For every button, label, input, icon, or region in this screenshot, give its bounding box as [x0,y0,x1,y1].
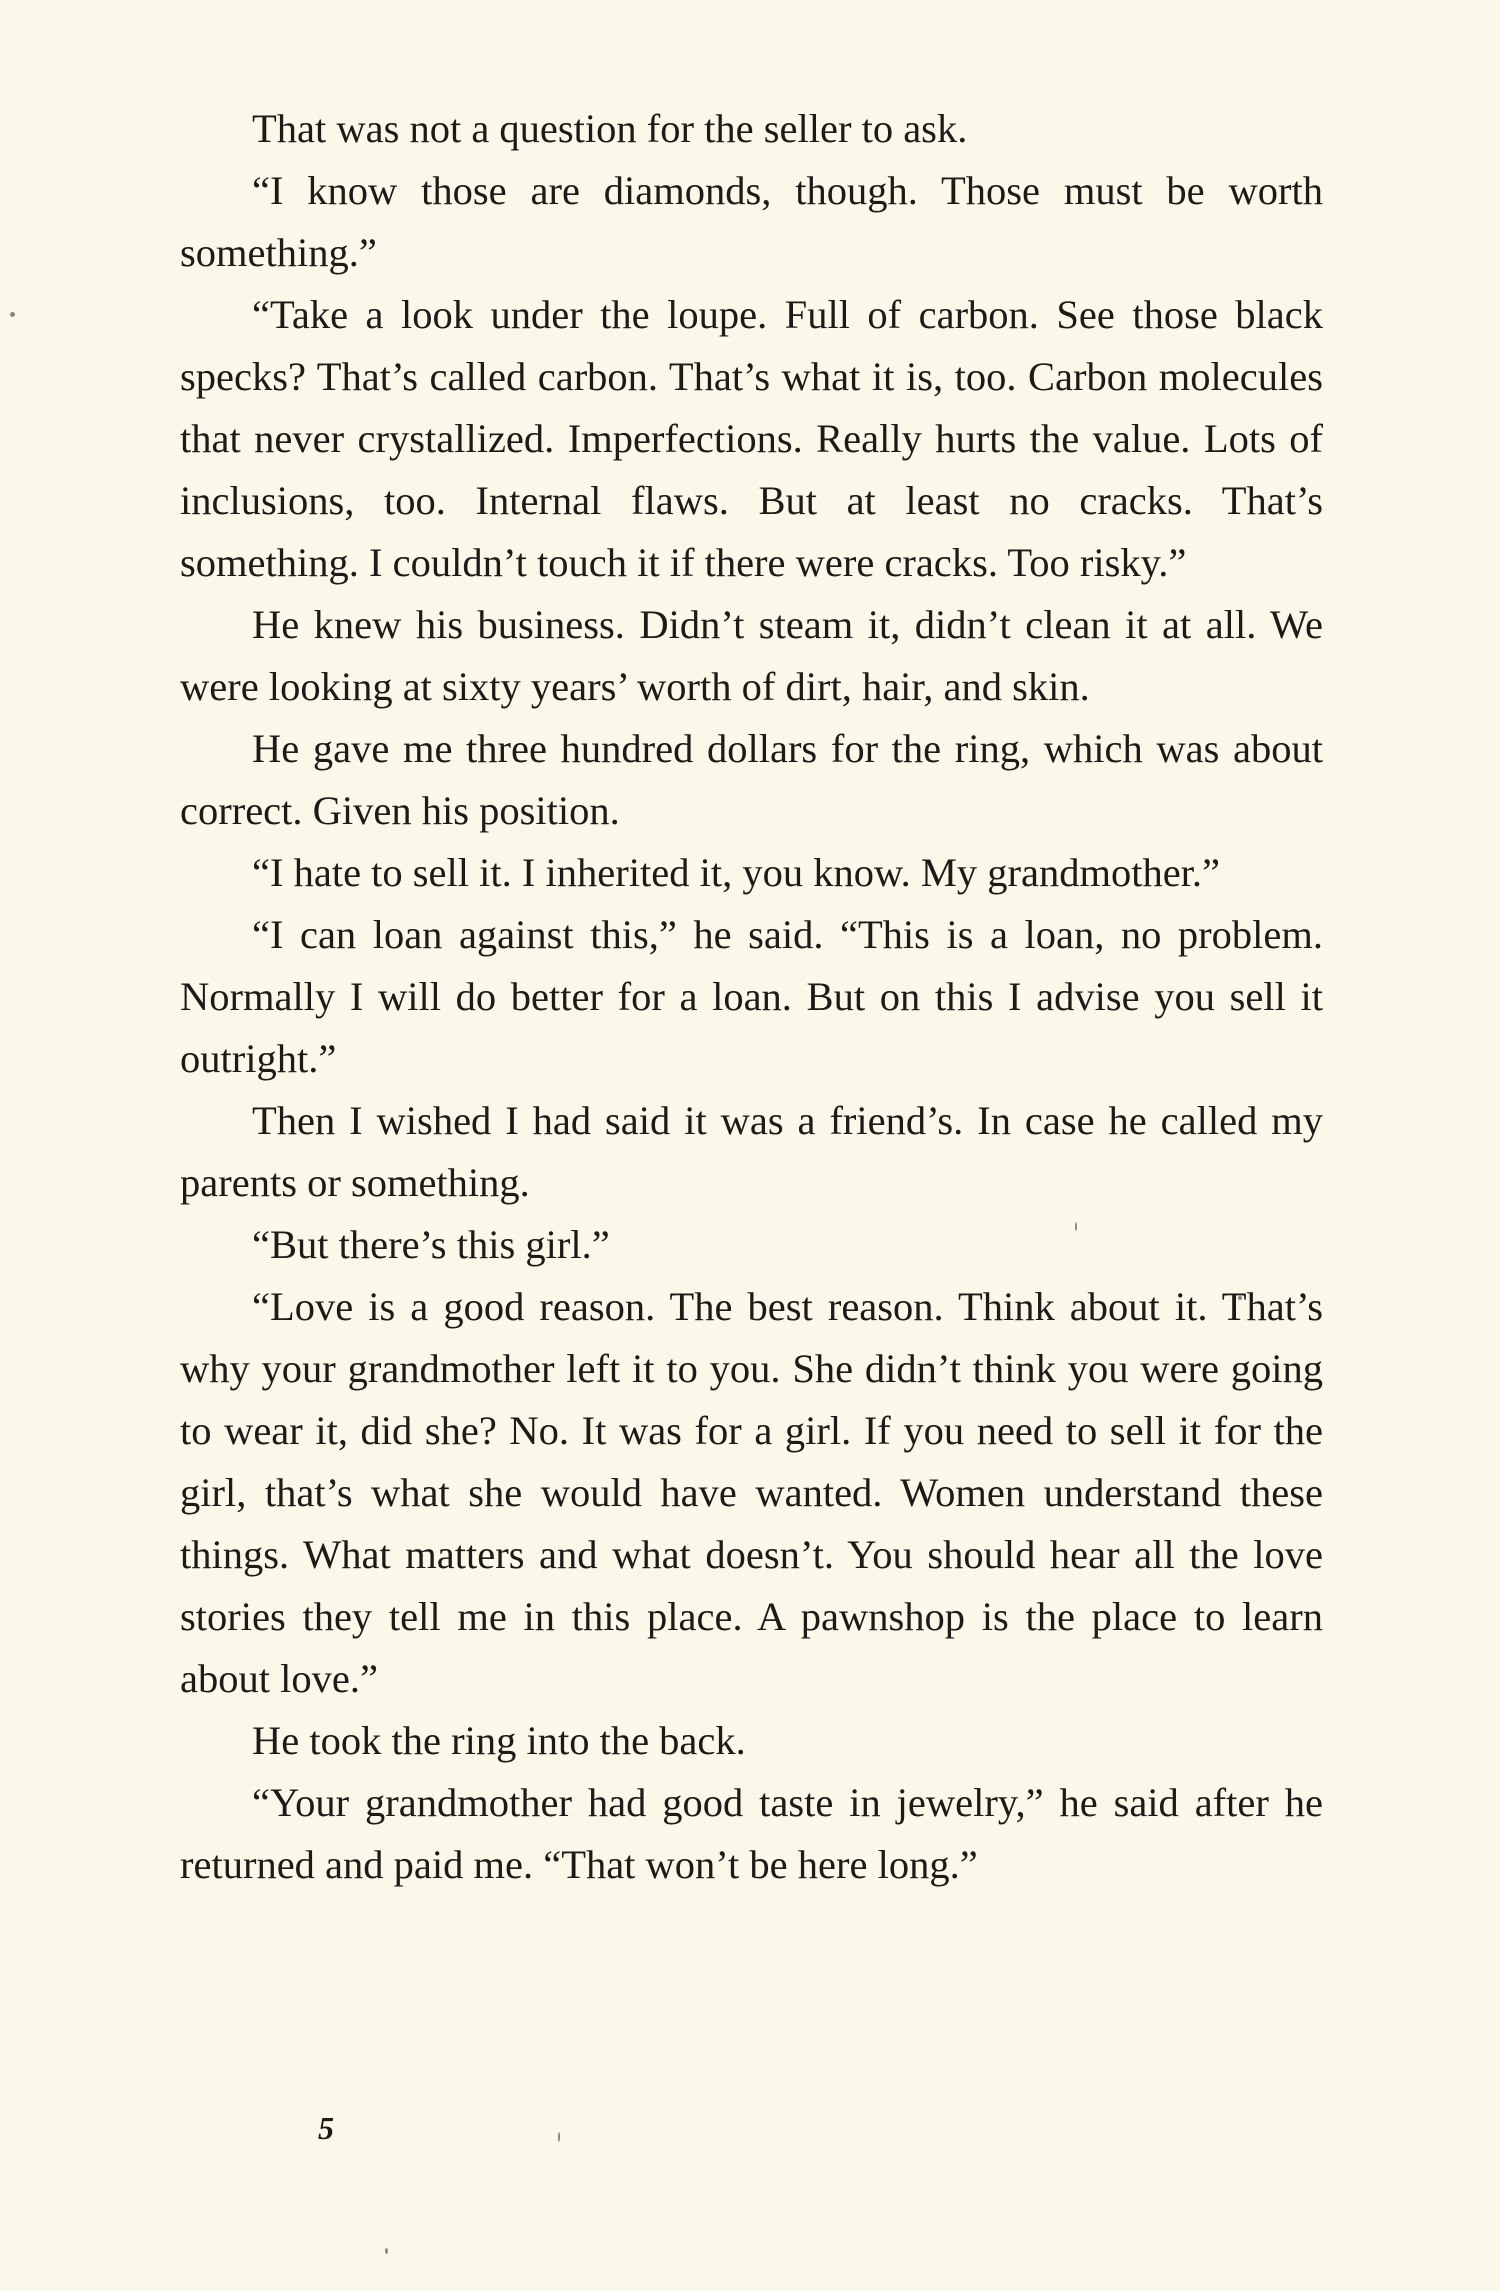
paper-speck [10,312,15,317]
paragraph: He took the ring into the back. [252,1718,746,1763]
paragraph: “Take a look under the loupe. Full of carbon. See those black specks? That’s called carbon. That’s what it is, too. Carbon molecules that never crystallized. Imperfections. Really hurts the value. Lots of inclusions, too. Internal flaws. But at least no cracks. That’s something. I couldn’t touch it if there were cracks. Too risky.” [180,292,1323,585]
body-text [180,98,1323,1896]
paragraph: “I hate to sell it. I inherited it, you know. My grandmother.” [252,850,1221,895]
paragraph: “Love is a good reason. The best reason. Think about it. That’s why your grandmother left it to you. She didn’t think you were going to wear it, did she? No. It was for a girl. If you need to sell it for the girl, that’s what she would have wanted. Women understand these things. What matters and what doesn’t. You should hear all the love stories they tell me in this place. A pawnshop is the place to learn about love.” [180,1284,1323,1701]
paper-speck [558,2132,560,2142]
paragraph: “But there’s this girl.” [252,1222,610,1267]
paragraph: Then I wished I had said it was a friend’s. In case he called my parents or something. [180,1098,1323,1205]
paragraph: “I know those are diamonds, though. Those must be worth something.” [180,168,1323,275]
paragraph: He knew his business. Didn’t steam it, didn’t clean it at all. We were looking at sixty years’ worth of dirt, hair, and skin. [180,602,1323,709]
page-number: 5 [318,2110,334,2146]
paragraph: That was not a question for the seller to ask. [252,106,968,151]
paragraph: “I can loan against this,” he said. “This is a loan, no problem. Normally I will do better for a loan. But on this I advise you sell it outright.” [180,912,1323,1081]
paragraph: He gave me three hundred dollars for the ring, which was about correct. Given his position. [180,726,1323,833]
paper-speck [385,2248,388,2254]
paragraph: “Your grandmother had good taste in jewelry,” he said after he returned and paid me. “That won’t be here long.” [180,1780,1323,1887]
